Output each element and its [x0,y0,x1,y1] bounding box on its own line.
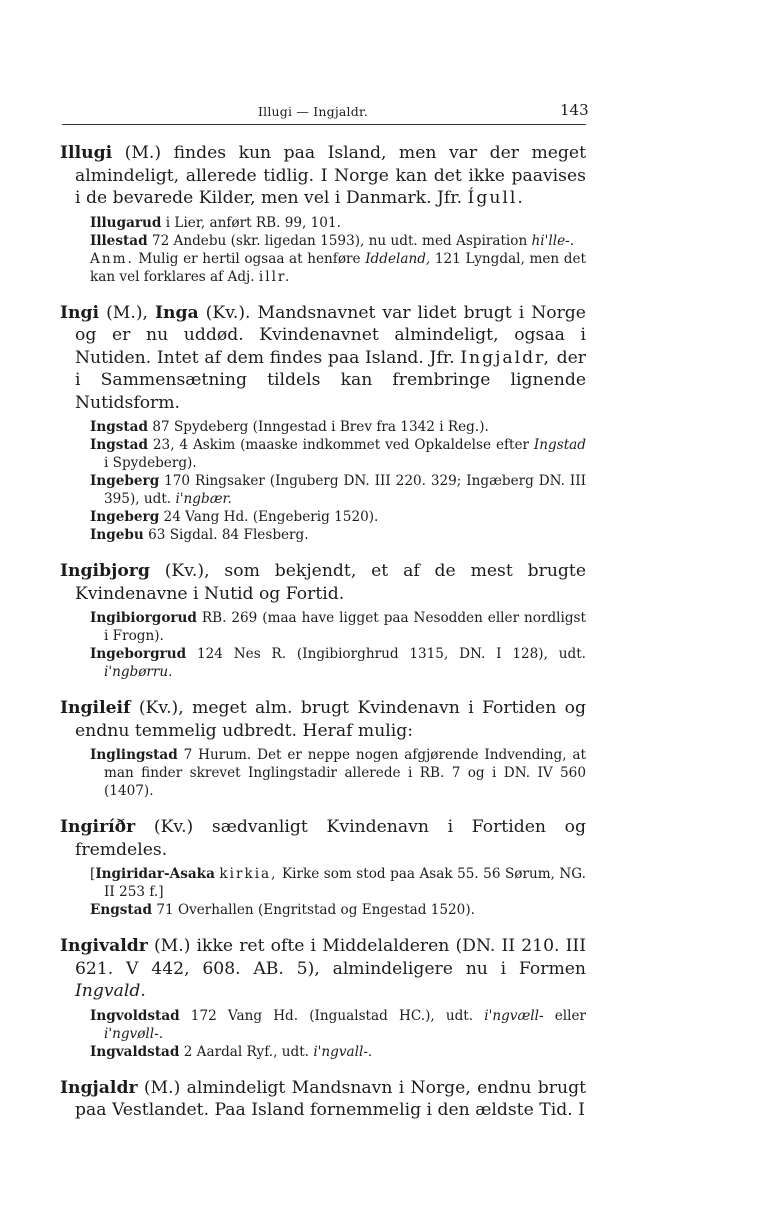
place-name: Ingstad [90,419,148,435]
place-name: Engstad [90,902,152,918]
headword: Ingiríðr [60,817,136,837]
sub-entry: Ingstad 23, 4 Askim (maaske indkommet ved Opkaldelse efter Ingstad i Spydeberg). [90,437,586,471]
place-name: Ingstad [90,437,148,453]
sub-entry: Ingebu 63 Sigdal. 84 Flesberg. [90,527,309,543]
place-name: Inglingstad [90,747,178,763]
sub-entry: Ingibiorgorud RB. 269 (maa have ligget paa Nesodden eller nordligst i Frogn). [90,610,586,644]
place-name: Ingiridar-Asaka [95,866,215,882]
entry-illugi [60,142,586,286]
sub-entry: [Ingiridar-Asaka kirkia, Kirke som stod paa Asak 55. 56 Sørum, NG. II 253 f.] [90,866,586,900]
entry-ingibjorg [60,560,586,681]
entry-text: Ingiríðr (Kv.) sædvanligt Kvindenavn i Fortiden og fremdeles. [60,817,586,860]
entry-text: Ingibjorg (Kv.), som bekjendt, et af de mest brugte Kvindenavne i Nutid og Fortid. [60,561,586,604]
place-name: Illugarud [90,214,162,231]
sub-entry: Ingvoldstad 172 Vang Hd. (Ingualstad HC.), udt. i'ngvæll- eller i'ngvøll-. [90,1007,586,1042]
sub-entry: Ingeberg 170 Ringsaker (Inguberg DN. III 220. 329; Ingæberg DN. III 395), udt. i'ngbær. [90,473,586,507]
sub-entry: Illugarud i Lier, anført RB. 99, 101. [90,214,341,231]
sub-entry: Engstad 71 Overhallen (Engritstad og Engestad 1520). [90,902,475,918]
sub-entry: Ingstad 87 Spydeberg (Inngestad i Brev fra 1342 i Reg.). [90,419,489,435]
entry-text: Illugi (M.) findes kun paa Island, men var der meget almindeligt, allerede tidlig. I Norge kan det ikke paavises i de bevarede Kilder, men vel i Danmark. Jfr. Ígull. [60,143,586,208]
headword: Ingjaldr [60,1077,138,1098]
headword: Illugi [60,143,113,163]
place-name: Ingeberg [90,509,160,525]
sub-entry: Inglingstad 7 Hurum. Det er neppe nogen afgjørende Indvending, at man finder skrevet Inglingstadir allerede i RB. 7 og i DN. IV 560 (1407). [90,747,586,799]
headword: Ingileif [60,698,131,718]
entry-text: Ingileif (Kv.), meget alm. brugt Kvindenavn i Fortiden og endnu temmelig udbredt. Heraf mulig: [60,698,586,741]
place-name: Ingebu [90,527,144,543]
place-name: Ingvaldstad [90,1043,180,1060]
place-name: Ingibiorgorud [90,610,197,626]
place-name: Illestad [90,232,148,249]
place-name: Ingeberg [90,473,160,489]
headword: Ingi [60,302,100,323]
entry-text: Ingi (M.), Inga (Kv.). Mandsnavnet var lidet brugt i Norge og er nu uddød. Kvindenavnet almindeligt, ogsaa i Nutiden. Intet af dem findes paa Island. Jfr. Ingjaldr, der i Sammensætning tildels kan frembringe lignende Nutidsform. [60,302,586,413]
sub-entry: Ingvaldstad 2 Aardal Ryf., udt. i'ngvall-. [90,1043,373,1060]
entry-ingi [60,302,586,545]
place-name: Ingeborgrud [90,646,187,662]
entry-text: Ingjaldr (M.) almindeligt Mandsnavn i Norge, endnu brugt paa Vestlandet. Paa Island fornemmelig i den ældste Tid. I [60,1077,586,1120]
sub-entry: Ingeborgrud 124 Nes R. (Ingibiorghrud 1315, DN. I 128), udt. i'ngbørru. [90,646,586,680]
page-body [60,142,586,1138]
entry-text: Ingivaldr (M.) ikke ret ofte i Middelalderen (DN. II 210. III 621. V 442, 608. AB. 5), almindeligere nu i Formen Ingvald. [60,936,586,1001]
headword: Inga [154,302,199,323]
headword: Ingivaldr [60,936,148,956]
entry-ingivaldr [60,935,586,1061]
entry-ingjaldr [60,1077,586,1122]
sub-entry: Illestad 72 Andebu (skr. ligedan 1593), nu udt. med Aspiration hi'lle-. [90,232,575,249]
entry-ingiridr [60,816,586,919]
headword: Ingibjorg [60,561,150,581]
page-number: 143 [560,101,589,119]
running-head: Illugi — Ingjaldr. [258,104,368,119]
entry-ingileif [60,697,586,800]
sub-entry: Ingeberg 24 Vang Hd. (Engeberig 1520). [90,509,379,525]
note: Anm. Mulig er hertil ogsaa at henføre Iddeland, 121 Lyngdal, men det kan vel forklares af Adj. illr. [90,250,586,285]
place-name: Ingvoldstad [90,1007,180,1024]
header-rule [62,124,586,125]
